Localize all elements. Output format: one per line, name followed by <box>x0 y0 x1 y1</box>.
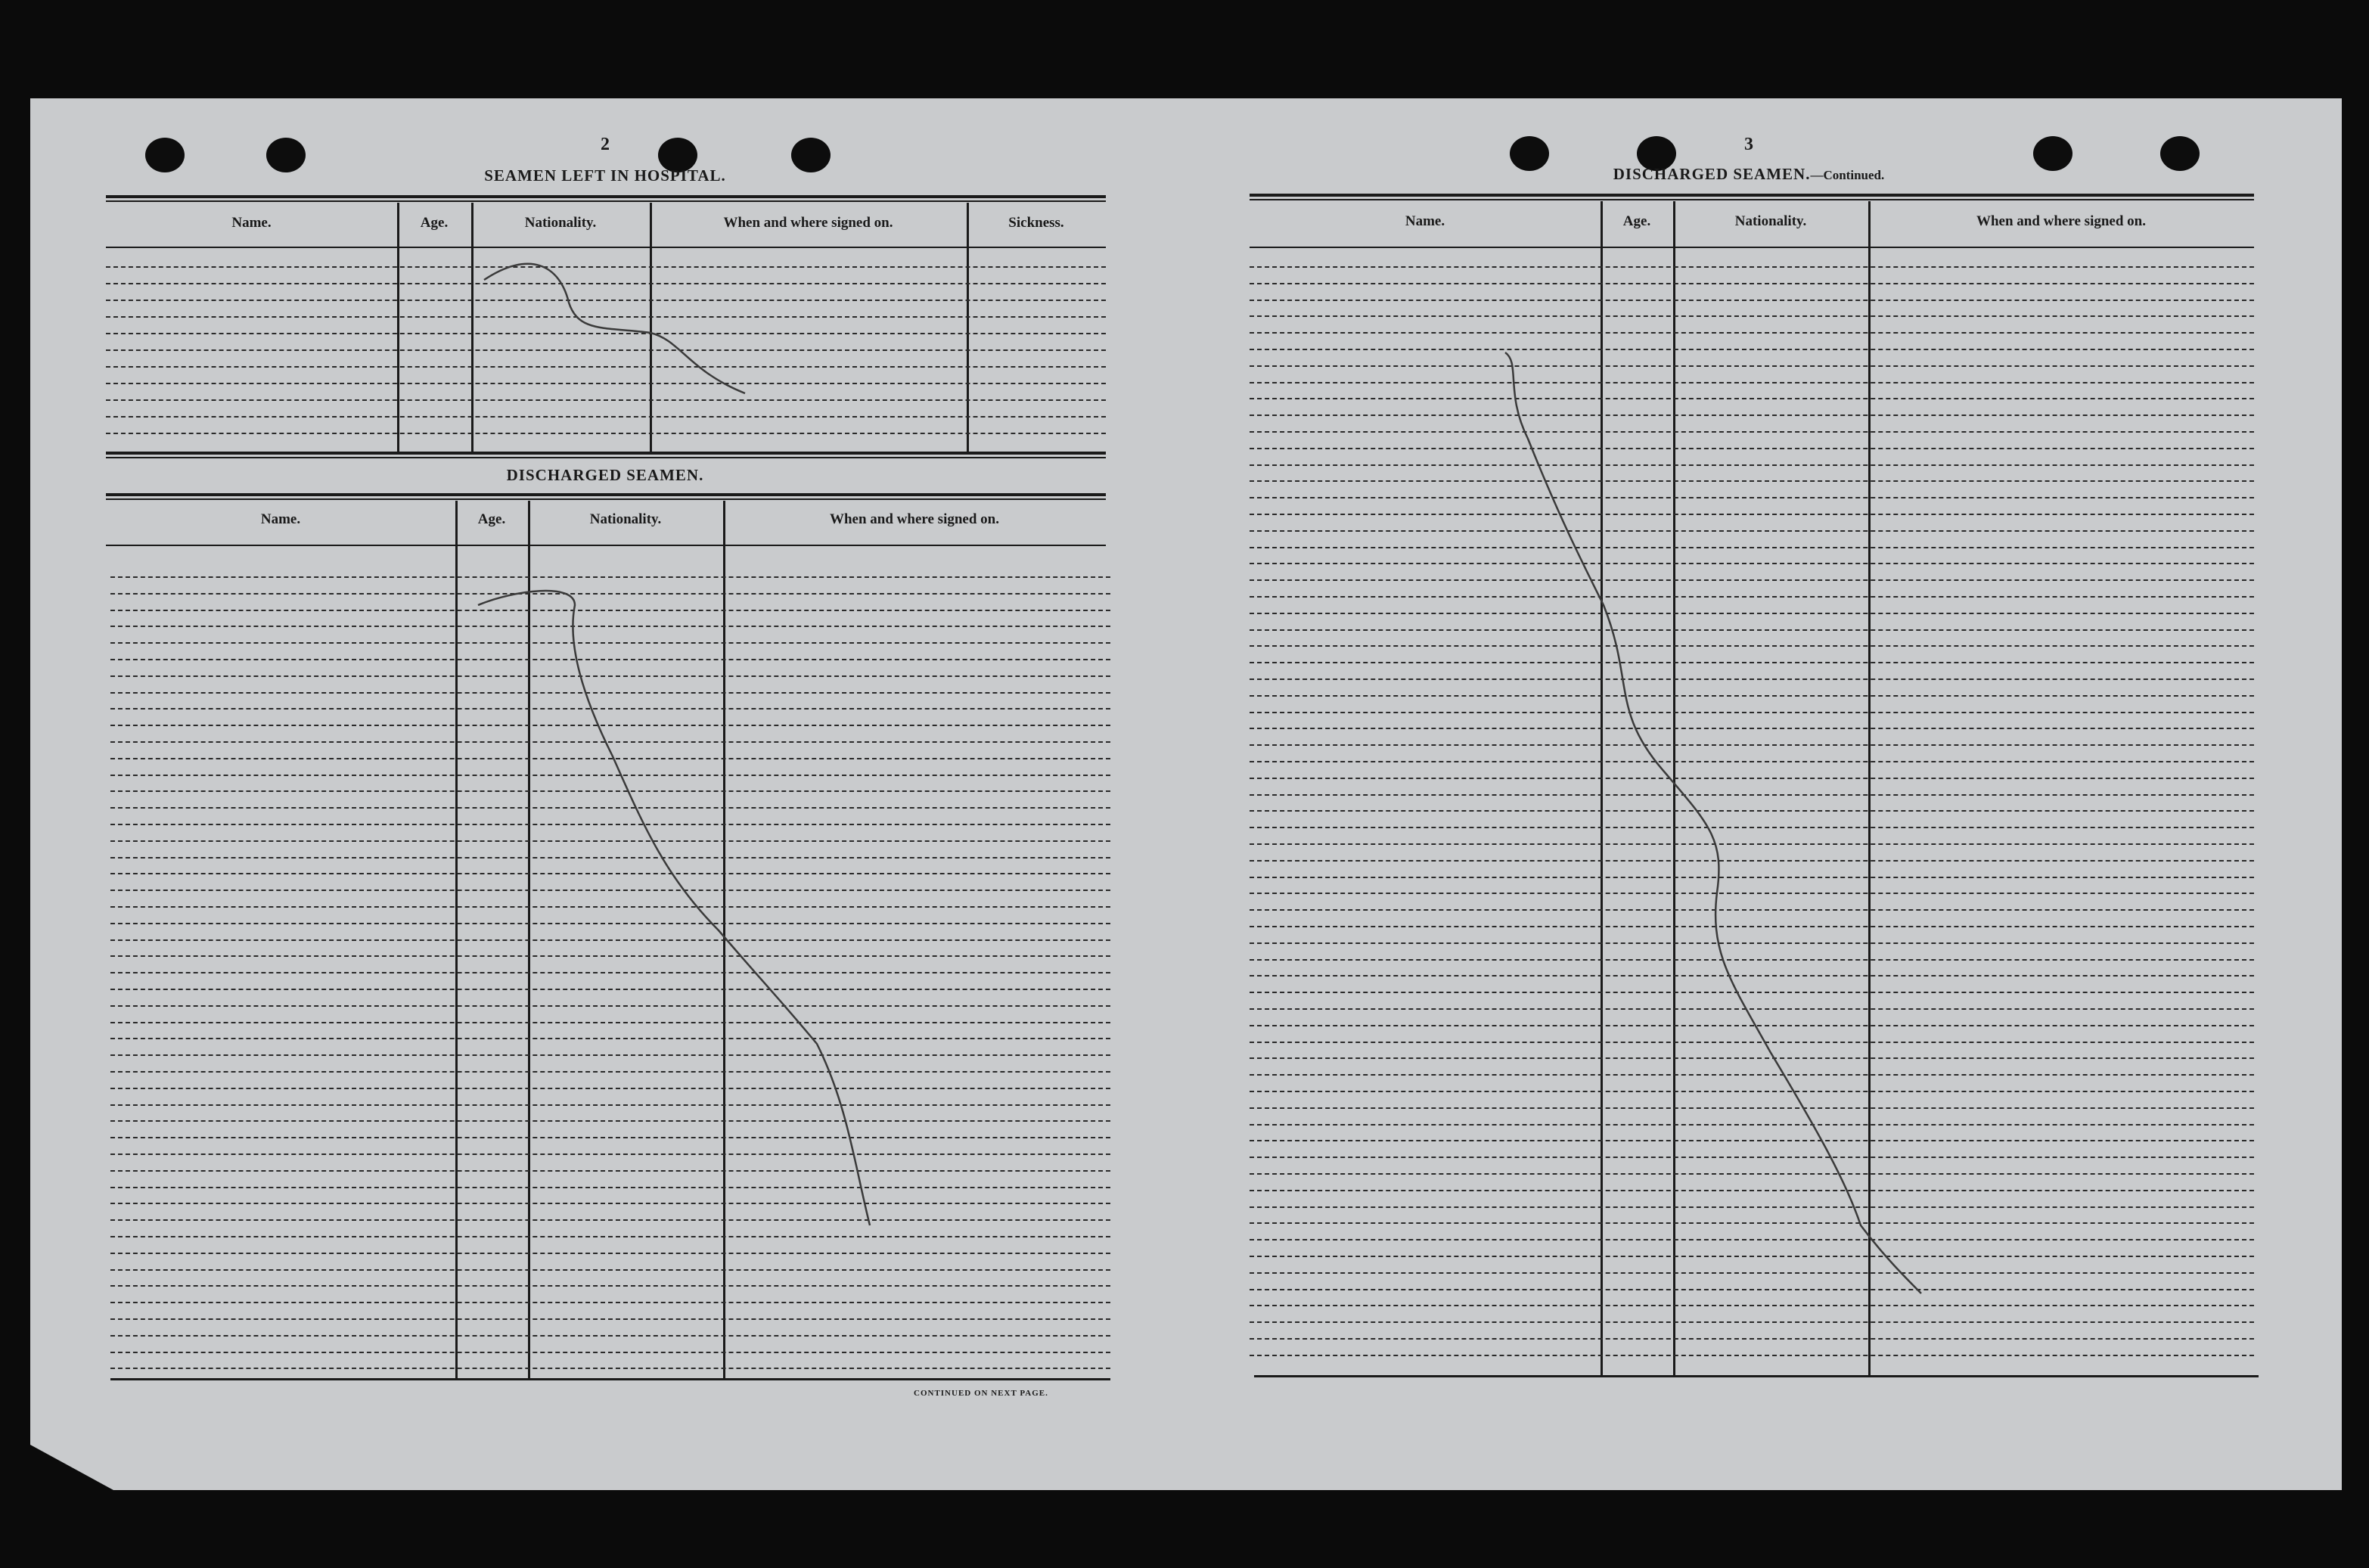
column-header-sickness: Sickness. <box>1008 215 1064 231</box>
continued-note: CONTINUED ON NEXT PAGE. <box>914 1389 1048 1398</box>
column-header-age: Age. <box>420 215 449 231</box>
page-number: 2 <box>601 135 610 154</box>
title-text: DISCHARGED SEAMEN. <box>1613 165 1811 183</box>
pencil-stroke <box>484 264 745 393</box>
column-header-nationality: Nationality. <box>589 511 662 527</box>
pencil-stroke <box>478 591 870 1225</box>
section-title-hospital: SEAMEN LEFT IN HOSPITAL. <box>484 166 726 185</box>
column-header-name: Name. <box>231 215 272 231</box>
column-header-name: Name. <box>1405 213 1445 229</box>
column-header-signed-on: When and where signed on. <box>723 215 893 231</box>
title-suffix: —Continued. <box>1810 168 1885 182</box>
column-header-age: Age. <box>1622 213 1651 229</box>
column-header-signed-on: When and where signed on. <box>829 511 999 527</box>
column-header-signed-on: When and where signed on. <box>1976 213 2146 229</box>
page-number: 3 <box>1744 135 1753 154</box>
section-title-discharged: DISCHARGED SEAMEN. <box>506 466 704 484</box>
column-header-nationality: Nationality. <box>524 215 597 231</box>
column-header-name: Name. <box>260 511 301 527</box>
pencil-stroke <box>1505 352 1921 1293</box>
column-header-age: Age. <box>477 511 506 527</box>
column-header-nationality: Nationality. <box>1734 213 1807 229</box>
